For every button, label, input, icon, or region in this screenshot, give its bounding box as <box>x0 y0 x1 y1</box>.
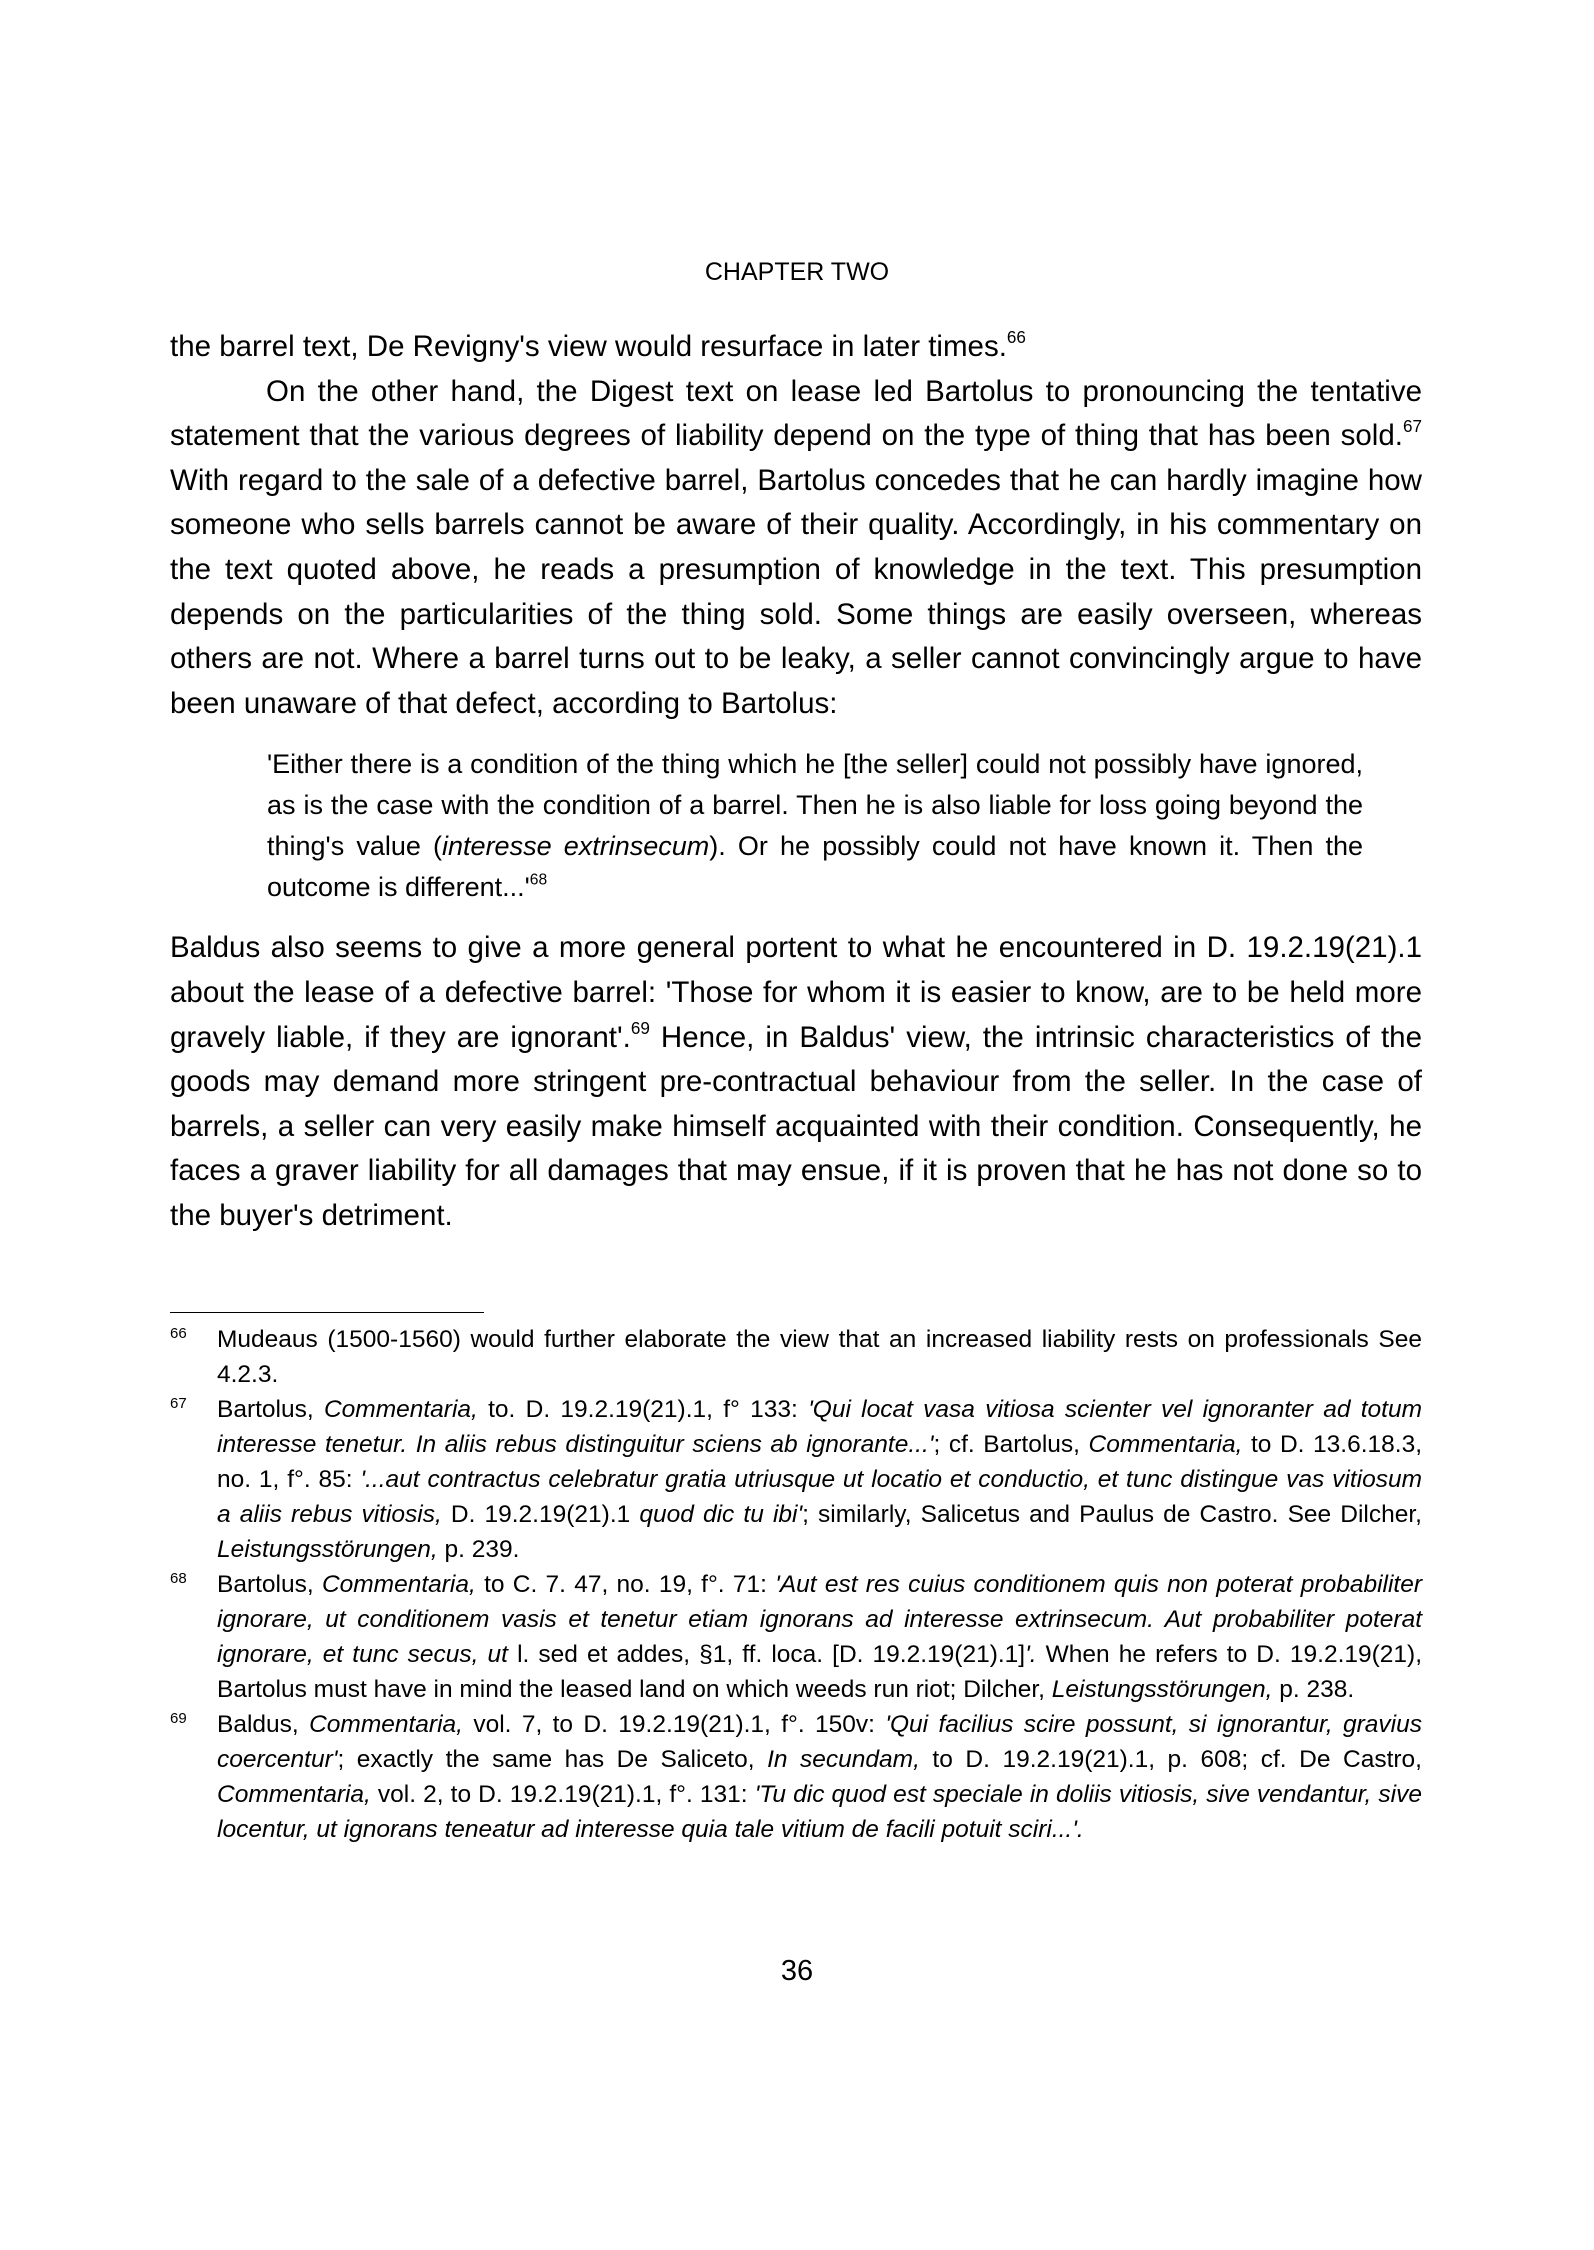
footnote-separator <box>170 1312 484 1313</box>
footnote-number: 68 <box>170 1570 187 1587</box>
italic-text: 'Qui locat vasa vitiosa scienter vel ignoranter ad totum interesse tenetur. In aliis rebus distinguitur sciens ab ignorante...' <box>217 1396 1422 1458</box>
running-header: CHAPTER TWO <box>704 258 890 286</box>
footnote <box>170 1707 1422 1847</box>
text-run: Bartolus, <box>217 1396 324 1423</box>
footnote <box>170 1567 1422 1707</box>
footnote <box>170 1392 1422 1567</box>
italic-text: interesse extrinsecum <box>442 831 710 862</box>
italic-text: Commentaria, <box>309 1711 463 1738</box>
italic-text: 'Aut est res cuius conditionem quis non poterat probabiliter ignorare, ut conditionem vasis et tenetur etiam ignorans ad interesse extrinsecum. Aut probabiliter poterat ignorare, et tunc secus, ut <box>217 1571 1422 1668</box>
italic-text: Commentaria, <box>321 1571 476 1598</box>
text-run: vol. 2, to D. 19.2.19(21).1, f°. 131: <box>370 1781 755 1808</box>
text-run: to D. 13.6.18.3, no. 1, f°. 85: <box>217 1431 1422 1493</box>
footnote-ref[interactable]: 69 <box>630 1018 650 1038</box>
text-run: ; similarly, Salicetus and Paulus de Castro. See Dilcher, <box>802 1501 1422 1528</box>
body-text <box>170 325 1422 1239</box>
page-number: 36 <box>780 1955 814 1987</box>
text-run: p. 239. <box>437 1536 520 1563</box>
paragraph <box>170 325 1422 370</box>
text-run: ; cf. Bartolus, <box>933 1431 1089 1458</box>
italic-text: 'Tu dic quod est speciale in doliis vitiosis, sive vendantur, sive locentur, ut ignorans teneatur ad interesse quia tale vitium de facili potuit sciri...'. <box>217 1781 1422 1843</box>
footnote <box>170 1322 1422 1392</box>
text-run: Baldus, <box>217 1711 310 1738</box>
italic-text: quod dic tu ibi' <box>639 1501 803 1528</box>
italic-text: Commentaria, <box>217 1781 371 1808</box>
footnote-ref[interactable]: 68 <box>529 871 548 889</box>
italic-text: Commentaria, <box>323 1396 478 1423</box>
text-run: ). Or he possibly could not have known it. Then the outcome is different...' <box>267 831 1364 903</box>
italic-text: Leistungsstörungen, <box>217 1536 438 1563</box>
text-run: to D. 19.2.19(21).1, p. 608; cf. De Castro, <box>919 1746 1422 1773</box>
text-run: Hence, in Baldus' view, the intrinsic characteristics of the goods may demand more stringent pre-contractual behaviour from the seller. In the case of barrels, a seller can very easily make himself acquainted with their condition. Consequently, he faces a graver liability for all damages that may ensue, if it is proven that he has not done so to the buyer's detriment. <box>170 1020 1422 1232</box>
text-run: to C. 7. 47, no. 19, f°. 71: <box>475 1571 776 1598</box>
text-run: l. sed et addes, §1, ff. loca. [D. 19.2.19(21).1] <box>508 1641 1026 1668</box>
text-run: Mudeaus (1500-1560) would further elaborate the view that an increased liability rests on professionals See 4.2.3. <box>217 1326 1422 1388</box>
footnote-number: 69 <box>170 1710 187 1727</box>
text-run: D. 19.2.19(21).1 <box>441 1501 640 1528</box>
italic-text: In secundam, <box>767 1746 920 1773</box>
footnotes <box>170 1322 1422 1847</box>
text-run: the barrel text, De Revigny's view would resurface in later times. <box>170 330 1007 363</box>
text-run: to. D. 19.2.19(21).1, f° 133: <box>477 1396 809 1423</box>
italic-text: 'Qui facilius scire possunt, si ignorantur, gravius coercentur' <box>217 1711 1422 1773</box>
italic-text: Leistungsstörungen, <box>1051 1676 1273 1703</box>
text-run: p. 238. <box>1272 1676 1355 1703</box>
italic-text: '...aut contractus celebratur gratia utriusque ut locatio et conductio, et tunc distingue vas vitiosum a aliis rebus vitiosis, <box>217 1466 1422 1528</box>
footnote-number: 66 <box>170 1325 187 1342</box>
text-run: Bartolus, <box>217 1571 322 1598</box>
text-run: ; exactly the same has De Saliceto, <box>337 1746 768 1773</box>
text-run: On the other hand, the Digest text on lease led Bartolus to pronouncing the tentative statement that the various degrees of liability depend on the type of thing that has been sold. <box>170 374 1422 453</box>
block-quote <box>267 744 1363 908</box>
paragraph <box>170 926 1422 1238</box>
footnote-number: 67 <box>170 1395 187 1412</box>
footnote-ref[interactable]: 67 <box>1402 417 1422 437</box>
text-run: When he refers to D. 19.2.19(21), Bartolus must have in mind the leased land on which weeds run riot; Dilcher, <box>217 1641 1422 1703</box>
text-run: With regard to the sale of a defective barrel, Bartolus concedes that he can hardly imagine how someone who sells barrels cannot be aware of their quality. Accordingly, in his commentary on the text quoted above, he reads a presumption of knowledge in the text. This presumption depends on the particularities of the thing sold. Some things are easily overseen, whereas others are not. Where a barrel turns out to be leaky, a seller cannot convincingly argue to have been unaware of that defect, according to Bartolus: <box>170 463 1422 720</box>
italic-text: Commentaria, <box>1088 1431 1243 1458</box>
paragraph <box>170 370 1422 727</box>
text-run: vol. 7, to D. 19.2.19(21).1, f°. 150v: <box>462 1711 886 1738</box>
italic-text: '. <box>1025 1641 1037 1668</box>
footnote-ref[interactable]: 66 <box>1006 328 1026 348</box>
text-run: 'Either there is a condition of the thing which he [the seller] could not possibly have ignored, as is the case with the condition of a barrel. Then he is also liable for loss going beyond the thing's value ( <box>267 749 1363 862</box>
text-run: Baldus also seems to give a more general portent to what he encountered in D. 19.2.19(21).1 about the lease of a defective barrel: 'Those for whom it is easier to know, are to be held more gravely liable, if they are ignorant'. <box>170 931 1422 1054</box>
